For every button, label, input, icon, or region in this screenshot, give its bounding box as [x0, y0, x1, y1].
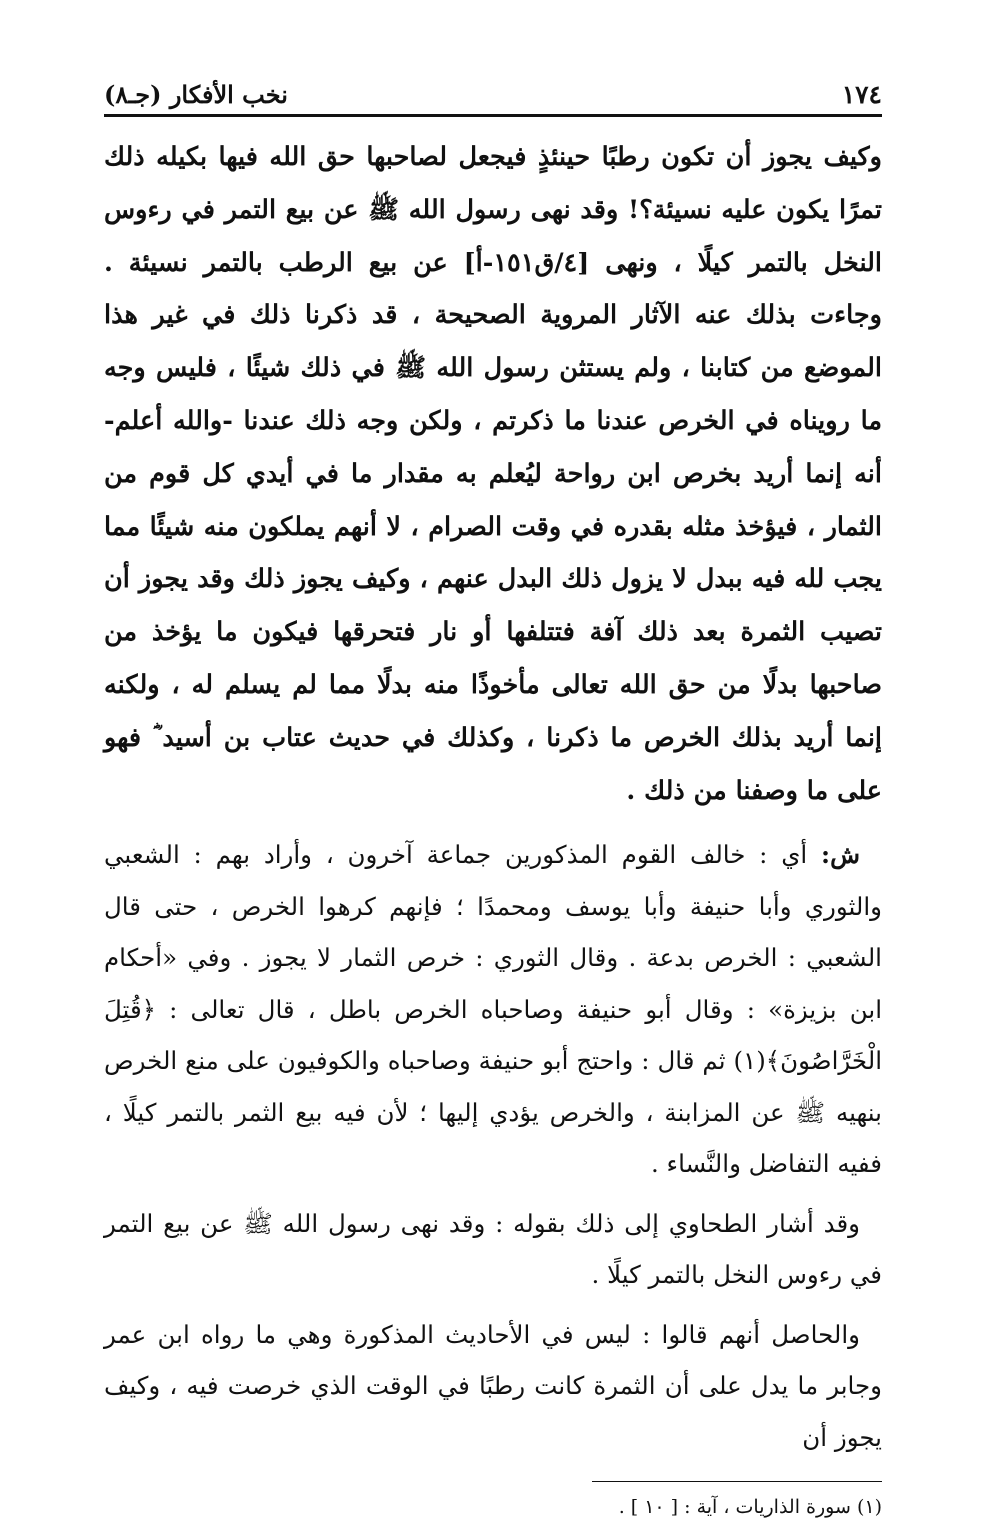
- sharh-section: [104, 829, 882, 1463]
- book-page: [104, 78, 882, 1522]
- page-body: [104, 131, 882, 1522]
- sharh-paragraph-3: والحاصل أنهم قالوا : ليس في الأحاديث المذكورة وهي ما رواه ابن عمر وجابر ما يدل على أن الثمرة كانت رطبًا في الوقت الذي خرصت فيه ، وكيف يجوز أن: [104, 1319, 882, 1452]
- matn-paragraph: وكيف يجوز أن تكون رطبًا حينئذٍ فيجعل لصاحبها حق الله فيها بكيله ذلك تمرًا يكون عليه نسيئة؟! وقد نهى رسول الله ﷺ عن بيع التمر في رءوس النخل بالتمر كيلًا ، ونهى [٤/ق١٥١-أ] عن بيع الرطب بالتمر نسيئة . وجاءت بذلك عنه الآثار المروية الصحيحة ، قد ذكرنا ذلك في غير هذا الموضع من كتابنا ، ولم يستثن رسول الله ﷺ في ذلك شيئًا ، فليس وجه ما رويناه في الخرص عندنا ما ذكرتم ، ولكن وجه ذلك عندنا -والله أعلم- أنه إنما أريد بخرص ابن رواحة ليُعلم به مقدار ما في أيدي كل قوم من الثمار ، فيؤخذ مثله بقدره في وقت الصرام ، لا أنهم يملكون منه شيئًا مما يجب لله فيه ببدل لا يزول ذلك البدل عنهم ، وكيف يجوز ذلك وقد يجوز أن تصيب الثمرة بعد ذلك آفة فتتلفها أو نار فتحرقها فيكون ما يؤخذ من صاحبها بدلًا من حق الله تعالى مأخوذًا منه بدلًا مما لم يسلم له ، ولكنه إنما أريد بذلك الخرص ما ذكرنا ، وكذلك في حديث عتاب بن أسيد ؓ فهو على ما وصفنا من ذلك .: [104, 142, 882, 806]
- page-number: ١٧٤: [841, 80, 882, 109]
- sharh-paragraph-1-text: أي : خالف القوم المذكورين جماعة آخرون ، وأراد بهم : الشعبي والثوري وأبا حنيفة وأبا يوسف ومحمدًا ؛ فإنهم كرهوا الخرص ، حتى قال الشعبي : الخرص بدعة . وقال الثوري : خرص الثمار لا يجوز . وفي «أحكام ابن بزيزة» : وقال أبو حنيفة وصاحباه الخرص باطل ، قال تعالى : ﴿قُتِلَ الْخَرَّاصُونَ﴾(١) ثم قال : واحتج أبو حنيفة وصاحباه والكوفيون على منع الخرص بنهيه ﷺ عن المزابنة ، والخرص يؤدي إليها ؛ لأن فيه بيع الثمر بالتمر كيلًا ، ففيه التفاضل والنَّساء .: [104, 840, 882, 1179]
- page-header: [104, 78, 882, 117]
- footnote-divider: [592, 1481, 882, 1482]
- sharh-paragraph-2: وقد أشار الطحاوي إلى ذلك بقوله : وقد نهى رسول الله ﷺ عن بيع التمر في رءوس النخل بالتمر كيلًا .: [104, 1208, 882, 1290]
- matn-section: [104, 131, 882, 817]
- book-title: نخب الأفكار (جـ٨): [104, 80, 288, 109]
- sharh-label: ش:: [821, 840, 860, 870]
- footnote: (١) سورة الذاريات ، آية : [ ١٠ ] .: [618, 1496, 882, 1519]
- sharh-paragraph-1: [104, 829, 882, 1190]
